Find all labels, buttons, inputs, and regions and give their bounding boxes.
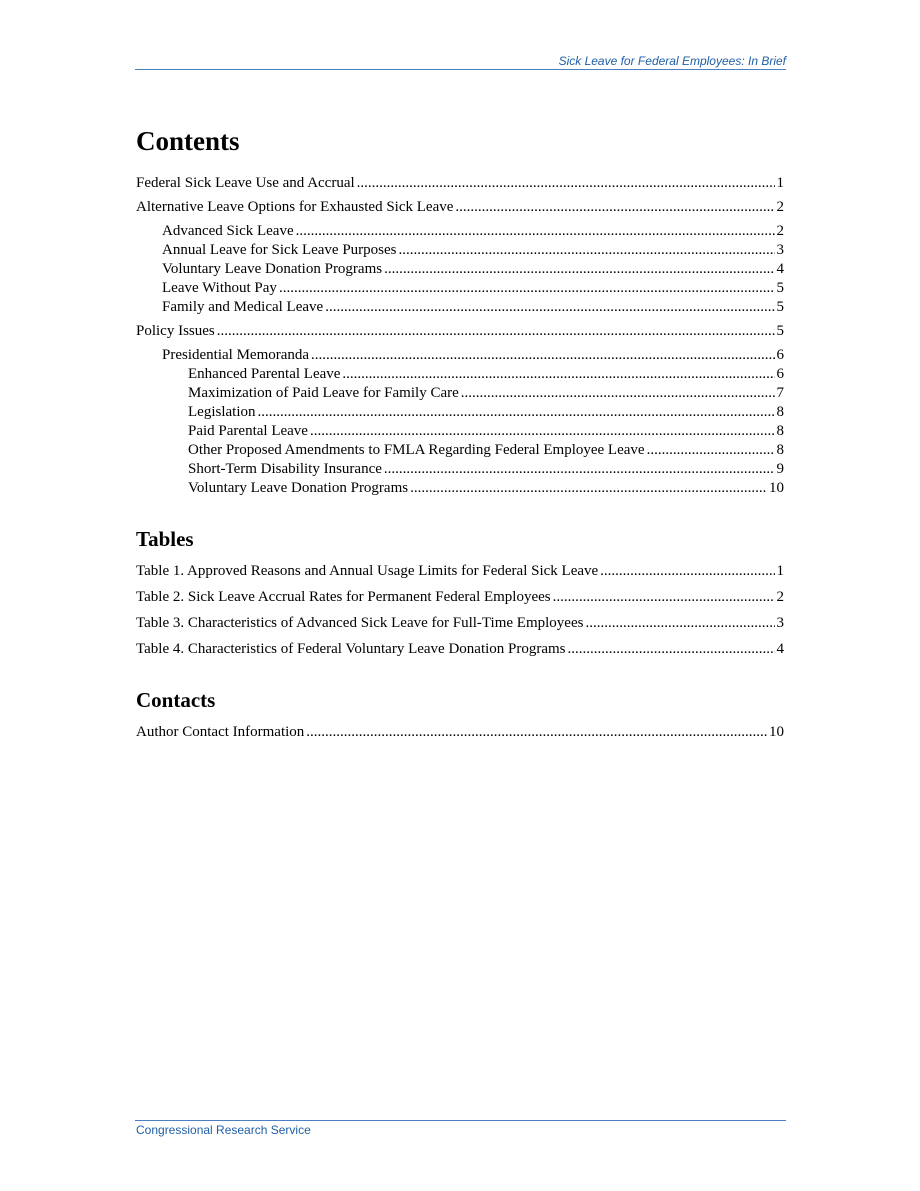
toc-entry-page: 1 <box>776 175 784 191</box>
toc-entry-title: Maximization of Paid Leave for Family Care <box>188 385 459 401</box>
toc-entry-title: Alternative Leave Options for Exhausted Sick Leave <box>136 199 454 215</box>
dot-leader <box>461 384 775 403</box>
tables-section <box>136 526 784 659</box>
toc-entry[interactable] <box>136 422 784 441</box>
table-entry-page: 2 <box>776 589 784 605</box>
dot-leader <box>585 614 774 633</box>
toc-entry[interactable] <box>136 346 784 365</box>
running-header-title: Sick Leave for Federal Employees: In Brief <box>558 54 786 68</box>
toc-entry[interactable] <box>136 298 784 317</box>
dot-leader <box>279 279 775 298</box>
table-list-entry[interactable] <box>136 640 784 659</box>
toc-entry-title: Voluntary Leave Donation Programs <box>162 261 383 277</box>
dot-leader <box>325 298 774 317</box>
toc-entry-title: Leave Without Pay <box>162 280 277 296</box>
toc-entry-page: 7 <box>776 385 784 401</box>
toc-entry-title: Short-Term Disability Insurance <box>188 461 382 477</box>
header-rule <box>135 69 786 70</box>
dot-leader <box>310 422 775 441</box>
contact-list-entry[interactable] <box>136 723 784 742</box>
toc-entry-page: 8 <box>776 423 784 439</box>
dot-leader <box>217 322 775 341</box>
toc-entry-page: 8 <box>776 442 784 458</box>
table-entry-page: 1 <box>776 563 784 579</box>
toc-entry-page: 5 <box>776 299 784 315</box>
toc-entry[interactable] <box>136 222 784 241</box>
toc-entry-page: 10 <box>769 480 784 496</box>
toc-entry[interactable] <box>136 479 784 498</box>
toc-entry-page: 5 <box>776 323 784 339</box>
toc-entry-title: Voluntary Leave Donation Programs <box>188 480 409 496</box>
footer-publisher: Congressional Research Service <box>136 1123 311 1137</box>
toc-entry-title: Family and Medical Leave <box>162 299 324 315</box>
dot-leader <box>553 588 775 607</box>
dot-leader <box>296 222 775 241</box>
dot-leader <box>399 241 775 260</box>
table-entry-title: Table 3. Characteristics of Advanced Sick Leave for Full-Time Employees <box>136 615 584 631</box>
toc-entry[interactable] <box>136 279 784 298</box>
toc-entry-title: Legislation <box>188 404 256 420</box>
dot-leader <box>384 460 775 479</box>
contacts-heading: Contacts <box>136 688 216 712</box>
contents-heading: Contents <box>136 126 240 156</box>
table-entry-title: Table 1. Approved Reasons and Annual Usage Limits for Federal Sick Leave <box>136 563 599 579</box>
table-entry-page: 3 <box>776 615 784 631</box>
table-entry-page: 4 <box>776 641 784 657</box>
contacts-section <box>136 687 784 742</box>
dot-leader <box>455 198 774 217</box>
table-list-entry[interactable] <box>136 588 784 607</box>
toc-entry-title: Annual Leave for Sick Leave Purposes <box>162 242 397 258</box>
toc-entry[interactable] <box>136 441 784 460</box>
tables-heading: Tables <box>136 527 194 551</box>
dot-leader <box>311 346 774 365</box>
toc-entry[interactable] <box>136 260 784 279</box>
toc-entry-title: Policy Issues <box>136 323 215 339</box>
toc-entry-page: 2 <box>776 199 784 215</box>
toc-entry[interactable] <box>136 198 784 217</box>
toc-entry-page: 9 <box>776 461 784 477</box>
toc-entry[interactable] <box>136 460 784 479</box>
table-list-entry[interactable] <box>136 562 784 581</box>
toc-entry-title: Other Proposed Amendments to FMLA Regarding Federal Employee Leave <box>188 442 645 458</box>
dot-leader <box>600 562 774 581</box>
dot-leader <box>410 479 767 498</box>
toc-entry[interactable] <box>136 365 784 384</box>
toc-entry[interactable] <box>136 241 784 260</box>
toc-entry-title: Enhanced Parental Leave <box>188 366 341 382</box>
toc-entry[interactable] <box>136 384 784 403</box>
table-entry-title: Table 4. Characteristics of Federal Voluntary Leave Donation Programs <box>136 641 566 657</box>
toc-entry-title: Paid Parental Leave <box>188 423 308 439</box>
contacts-list <box>136 723 784 742</box>
table-of-contents-page <box>136 124 784 742</box>
footer-rule <box>135 1120 786 1121</box>
dot-leader <box>384 260 774 279</box>
toc-entry-title: Federal Sick Leave Use and Accrual <box>136 175 355 191</box>
toc-entry-page: 3 <box>776 242 784 258</box>
toc-entry-title: Advanced Sick Leave <box>162 223 294 239</box>
dot-leader <box>357 174 775 193</box>
toc-entry[interactable] <box>136 174 784 193</box>
toc-entry-page: 5 <box>776 280 784 296</box>
tables-list <box>136 562 784 659</box>
contact-entry-title: Author Contact Information <box>136 724 305 740</box>
table-list-entry[interactable] <box>136 614 784 633</box>
contact-entry-page: 10 <box>769 724 784 740</box>
table-entry-title: Table 2. Sick Leave Accrual Rates for Permanent Federal Employees <box>136 589 551 605</box>
toc-entry-page: 8 <box>776 404 784 420</box>
toc-entry-page: 4 <box>776 261 784 277</box>
toc-entry-page: 6 <box>776 347 784 363</box>
dot-leader <box>258 403 775 422</box>
dot-leader <box>647 441 775 460</box>
toc-entry-page: 2 <box>776 223 784 239</box>
toc-entry[interactable] <box>136 322 784 341</box>
toc-entry-title: Presidential Memoranda <box>162 347 310 363</box>
contents-list <box>136 174 784 498</box>
dot-leader <box>306 723 767 742</box>
dot-leader <box>342 365 774 384</box>
dot-leader <box>568 640 775 659</box>
toc-entry-page: 6 <box>776 366 784 382</box>
toc-entry[interactable] <box>136 403 784 422</box>
